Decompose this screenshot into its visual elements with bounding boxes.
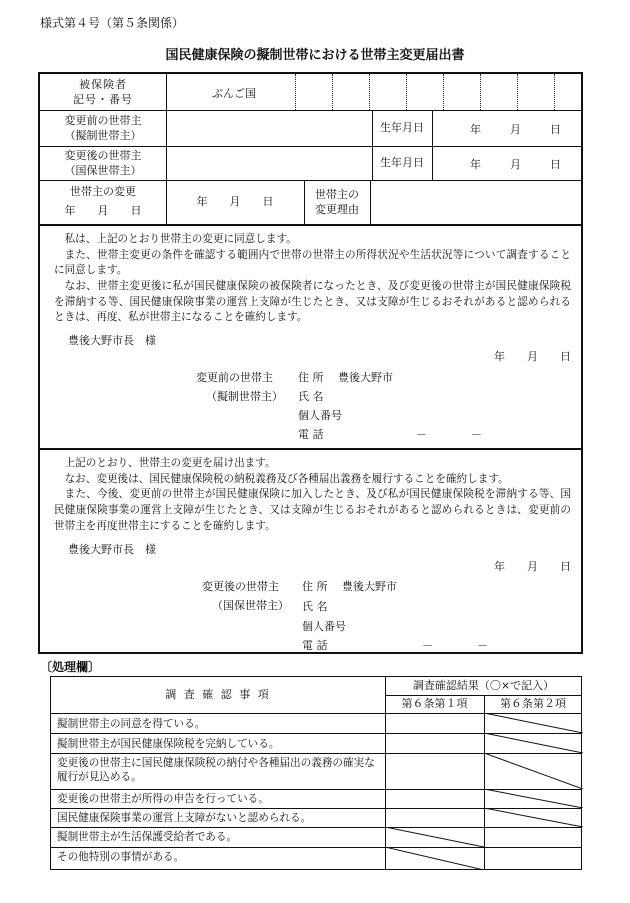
result-cell[interactable] [386, 714, 483, 732]
result-header: 調査確認結果（〇×で記入） [412, 679, 555, 693]
consent-paragraph: また、世帯主変更の条件を確認する範囲内で世帯の世帯主の所得状況や生活状況等について調査することに同意します。 [54, 248, 571, 277]
consent-phone-label: 電 話 [298, 428, 324, 441]
check-item: 変更後の世帯主に国民健康保険税の納付や各種届出の義務の確実な履行が見込める。 [57, 757, 375, 784]
consent-role: 変更前の世帯主 [196, 371, 273, 384]
notice-address-value[interactable]: 豊後大野市 [342, 580, 397, 593]
change-date-value[interactable]: 年 月 日 [196, 195, 274, 209]
dob-month-before[interactable]: 月 [510, 123, 521, 136]
form-code: 様式第４号（第５条関係） [40, 16, 185, 30]
dob-month-after[interactable]: 月 [510, 158, 521, 171]
consent-name-label: 氏 名 [298, 390, 324, 403]
result-cell[interactable] [386, 790, 483, 807]
consent-paragraph: 私は、上記のとおり世帯主の変更に同意します。 [64, 233, 297, 245]
notice-phone-label: 電 話 [302, 639, 328, 652]
notice-text [54, 456, 571, 534]
change-date-label: 世帯主の変更 [70, 185, 136, 199]
dob-year-before[interactable]: 年 [470, 123, 481, 136]
not-applicable-slash [484, 733, 583, 753]
notice-role-sub: （国保世帯主） [212, 599, 289, 612]
result-cell[interactable] [386, 734, 483, 752]
consent-text [54, 232, 571, 326]
reason-label-sub: 変更理由 [315, 203, 359, 216]
check-item: 変更後の世帯主が所得の申告を行っている。 [57, 793, 269, 805]
before-head-label: 変更前の世帯主 [64, 113, 142, 127]
dob-day-before[interactable]: 日 [550, 123, 561, 136]
notice-role: 変更後の世帯主 [202, 580, 279, 593]
consent-role-sub: （擬制世帯主） [206, 390, 283, 403]
notice-paragraph: また、今後、変更前の世帯主が国民健康保険に加入したとき、及び私が国民健康保険税を滞納する等、国民健康保険事業の運営上支障が生じたとき、又は支障が生じるおそれがあると認められるときは、変更前の世帯主を再度世帯主にすることを確約します。 [54, 488, 571, 532]
check-item: 国民健康保険事業の運営上支障がないと認められる。 [57, 812, 312, 824]
dob-year-after[interactable]: 年 [470, 158, 481, 171]
consent-address-value[interactable]: 豊後大野市 [338, 371, 393, 384]
processing-table [50, 676, 582, 870]
notice-phone-value[interactable]: － － [422, 639, 488, 652]
not-applicable-slash [385, 847, 484, 870]
notice-paragraph: なお、変更後は、国民健康保険税の納税義務及び各種届出義務を履行することを確約します。 [64, 472, 509, 485]
dob-label-before: 生年月日 [380, 121, 424, 135]
before-head-sublabel: （擬制世帯主） [64, 129, 142, 142]
not-applicable-slash [484, 713, 583, 733]
result-cell[interactable] [485, 848, 582, 869]
not-applicable-slash [484, 753, 583, 789]
result-col-2: 第６条第２項 [500, 697, 566, 711]
result-col-1: 第６条第１項 [401, 697, 468, 711]
result-cell[interactable] [386, 754, 483, 788]
dob-label-after: 生年月日 [380, 156, 424, 170]
consent-address-label: 住 所 [298, 371, 324, 384]
consent-paragraph: なお、世帯主変更後に私が国民健康保険の被保険者になったとき、及び変更後の世帯主が国民健康保険税を滞納する等、国民健康保険事業の運営上支障が生じたとき、又は支障が生じるおそれがあると認められるときは、再度、私が世帯主になることを確約します。 [54, 280, 571, 324]
items-header: 調 査 確 認 事 項 [165, 688, 271, 702]
check-item: 擬制世帯主が国民健康保険税を完納している。 [57, 738, 280, 750]
dob-day-after[interactable]: 日 [550, 158, 561, 171]
document-title: 国民健康保険の擬制世帯における世帯主変更届出書 [165, 48, 465, 63]
reason-input[interactable] [371, 181, 583, 223]
consent-date[interactable]: 年 月 日 [494, 350, 571, 363]
notice-address-label: 住 所 [302, 580, 328, 593]
consent-phone-value[interactable]: － － [416, 428, 482, 441]
insured-label: 被保険者 [79, 77, 127, 91]
after-head-label: 変更後の世帯主 [64, 148, 142, 162]
insured-label-sub: 記号・番号 [73, 93, 133, 106]
not-applicable-slash [484, 789, 583, 808]
consent-addressee: 豊後大野市長 様 [68, 334, 156, 347]
check-item: 擬制世帯主の同意を得ている。 [57, 718, 206, 730]
not-applicable-slash [484, 808, 583, 827]
check-item: 擬制世帯主が生活保護受給者である。 [57, 831, 238, 843]
consent-id-label: 個人番号 [298, 409, 342, 422]
after-head-sublabel: （国保世帯主） [64, 164, 142, 177]
change-date-sublabel: 年 月 日 [64, 204, 142, 217]
check-item: その他特別の事情がある。 [57, 851, 185, 863]
notice-date[interactable]: 年 月 日 [494, 560, 571, 573]
reason-label: 世帯主の [315, 187, 359, 201]
main-form [38, 72, 583, 654]
notice-paragraph: 上記のとおり、世帯主の変更を届け出ます。 [64, 457, 276, 469]
result-cell[interactable] [485, 828, 582, 846]
processing-section-label: 〔処理欄〕 [40, 660, 101, 674]
result-cell[interactable] [386, 809, 483, 826]
insured-value[interactable]: ぶんご国 [212, 87, 256, 100]
notice-addressee: 豊後大野市長 様 [68, 543, 156, 556]
not-applicable-slash [385, 827, 484, 847]
notice-id-label: 個人番号 [302, 620, 346, 633]
notice-name-label: 氏 名 [302, 600, 328, 613]
